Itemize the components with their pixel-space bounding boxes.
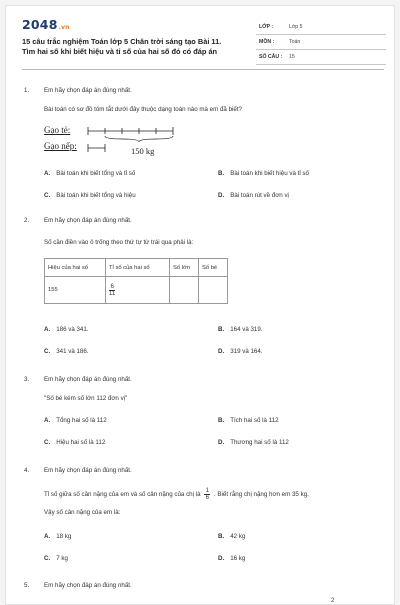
option-text: Bài toán khi biết hiệu và tỉ số — [230, 170, 309, 177]
option-a[interactable] — [44, 326, 89, 333]
title-line-2: Tìm hai số khi biết hiệu và tỉ số của hai số đó có đáp án — [22, 47, 218, 56]
question-number: 1. — [24, 87, 30, 94]
table-header-cell: Tỉ số của hai số — [106, 259, 170, 277]
table-cell-difference: 155 — [45, 277, 106, 304]
table-cell-small-number[interactable] — [199, 277, 228, 304]
meta-value: 15 — [289, 54, 295, 60]
option-c[interactable] — [44, 192, 136, 199]
option-text: Tích hai số là 112 — [230, 417, 279, 424]
question-prompt: Em hãy chọn đáp án đúng nhất. — [44, 467, 132, 474]
document-title — [22, 37, 257, 57]
question-number: 3. — [24, 376, 30, 383]
table-row — [45, 277, 228, 304]
question-prompt: Em hãy chọn đáp án đúng nhất. — [44, 376, 132, 383]
option-letter: C. — [44, 192, 51, 199]
ratio-fraction — [109, 284, 115, 297]
ratio-table — [44, 258, 228, 304]
meta-value: Toán — [289, 39, 301, 45]
option-c[interactable] — [44, 555, 68, 562]
fraction-denominator: 6 — [205, 495, 209, 501]
option-letter: C. — [44, 348, 51, 355]
question-body: "Số bé kém số lớn 112 đơn vị" — [44, 395, 128, 402]
diagram-label-sticky-rice: Gạo nếp: — [44, 141, 77, 151]
option-text: 16 kg — [230, 555, 246, 562]
option-d[interactable] — [218, 192, 289, 199]
option-text: 319 và 164. — [230, 348, 263, 355]
table-header-cell: Số lớn — [170, 259, 199, 277]
option-d[interactable] — [218, 439, 289, 446]
option-text: Bài toán khi biết tổng và hiệu — [56, 192, 136, 199]
option-text: 341 và 186. — [56, 348, 89, 355]
title-line-1: 15 câu trắc nghiệm Toán lớp 5 Chân trời sáng tạo Bài 11. — [22, 37, 222, 46]
question-body-part: . Biết rằng chị nặng hơn em 35 kg. — [213, 491, 309, 499]
meta-row-class — [256, 20, 386, 35]
option-text: 42 kg — [230, 533, 246, 540]
option-letter: D. — [218, 439, 225, 446]
option-b[interactable] — [218, 417, 279, 424]
option-text: 7 kg — [56, 555, 68, 562]
option-text: 18 kg — [56, 533, 72, 540]
table-cell-large-number[interactable] — [170, 277, 199, 304]
option-b[interactable] — [218, 326, 263, 333]
option-letter: B. — [218, 417, 225, 424]
option-a[interactable] — [44, 417, 107, 424]
option-letter: C. — [44, 439, 51, 446]
option-d[interactable] — [218, 348, 263, 355]
option-letter: A. — [44, 533, 51, 540]
question-number: 4. — [24, 467, 30, 474]
question-number: 2. — [24, 217, 30, 224]
option-letter: D. — [218, 555, 225, 562]
question-body-part: Tỉ số giữa số cân nặng của em và số cân nặng của chị là — [44, 491, 201, 499]
question-body: Số cần điền vào ô trống theo thứ tự từ trái qua phải là: — [44, 239, 194, 246]
meta-row-count — [256, 50, 386, 65]
table-cell-ratio — [106, 277, 170, 304]
table-header-cell: Số bé — [199, 259, 228, 277]
meta-box — [256, 20, 386, 65]
option-b[interactable] — [218, 533, 245, 540]
option-letter: B. — [218, 533, 225, 540]
table-header-row — [45, 259, 228, 277]
diagram-value: 150 kg — [131, 146, 155, 156]
option-letter: B. — [218, 170, 225, 177]
question-body-line2: Vậy số cân nặng của em là: — [44, 509, 121, 516]
option-letter: A. — [44, 170, 51, 177]
option-text: Bài toán rút về đơn vị — [230, 192, 289, 199]
question-prompt: Em hãy chọn đáp án đúng nhất. — [44, 217, 132, 224]
option-c[interactable] — [44, 348, 89, 355]
site-logo[interactable] — [22, 17, 70, 32]
page-number: 2 — [331, 598, 335, 604]
option-text: Tổng hai số là 112 — [56, 417, 107, 424]
option-a[interactable] — [44, 170, 135, 177]
option-letter: A. — [44, 417, 51, 424]
question-body — [44, 488, 309, 501]
logo-suffix: .vn — [58, 24, 70, 31]
option-letter: A. — [44, 326, 51, 333]
option-text: Thương hai số là 112 — [230, 439, 289, 446]
document-page — [5, 5, 395, 605]
question-number: 5. — [24, 582, 30, 589]
option-letter: D. — [218, 348, 225, 355]
question-prompt: Em hãy chọn đáp án đúng nhất. — [44, 87, 132, 94]
option-letter: D. — [218, 192, 225, 199]
option-c[interactable] — [44, 439, 105, 446]
diagram-label-rice: Gạo tẻ: — [44, 125, 71, 135]
option-text: 186 và 341. — [56, 326, 89, 333]
option-text: Hiệu hai số là 112 — [56, 439, 106, 446]
option-letter: C. — [44, 555, 51, 562]
header-divider — [22, 69, 384, 70]
table-header-cell: Hiệu của hai số — [45, 259, 106, 277]
option-text: 164 và 319. — [230, 326, 263, 333]
weight-ratio-fraction — [204, 488, 210, 501]
question-body: Bài toán có sơ đồ tóm tắt dưới đây thuộc dạng toán nào mà em đã biết? — [44, 106, 243, 113]
meta-key: SỐ CÂU : — [259, 54, 283, 60]
question-prompt: Em hãy chọn đáp án đúng nhất. — [44, 582, 132, 589]
option-letter: B. — [218, 326, 225, 333]
logo-text: 2048 — [22, 17, 58, 32]
fraction-denominator: 11 — [109, 290, 116, 297]
option-a[interactable] — [44, 533, 71, 540]
option-d[interactable] — [218, 555, 245, 562]
option-b[interactable] — [218, 170, 309, 177]
meta-key: LỚP : — [259, 24, 274, 30]
option-text: Bài toán khi biết tổng và tỉ số — [56, 170, 136, 177]
segment-diagram — [86, 124, 196, 164]
meta-row-subject — [256, 35, 386, 50]
meta-key: MÔN : — [259, 39, 275, 45]
meta-value: Lớp 5 — [289, 24, 303, 30]
fraction-numerator: 1 — [205, 488, 209, 494]
fraction-numerator: 6 — [110, 283, 114, 290]
